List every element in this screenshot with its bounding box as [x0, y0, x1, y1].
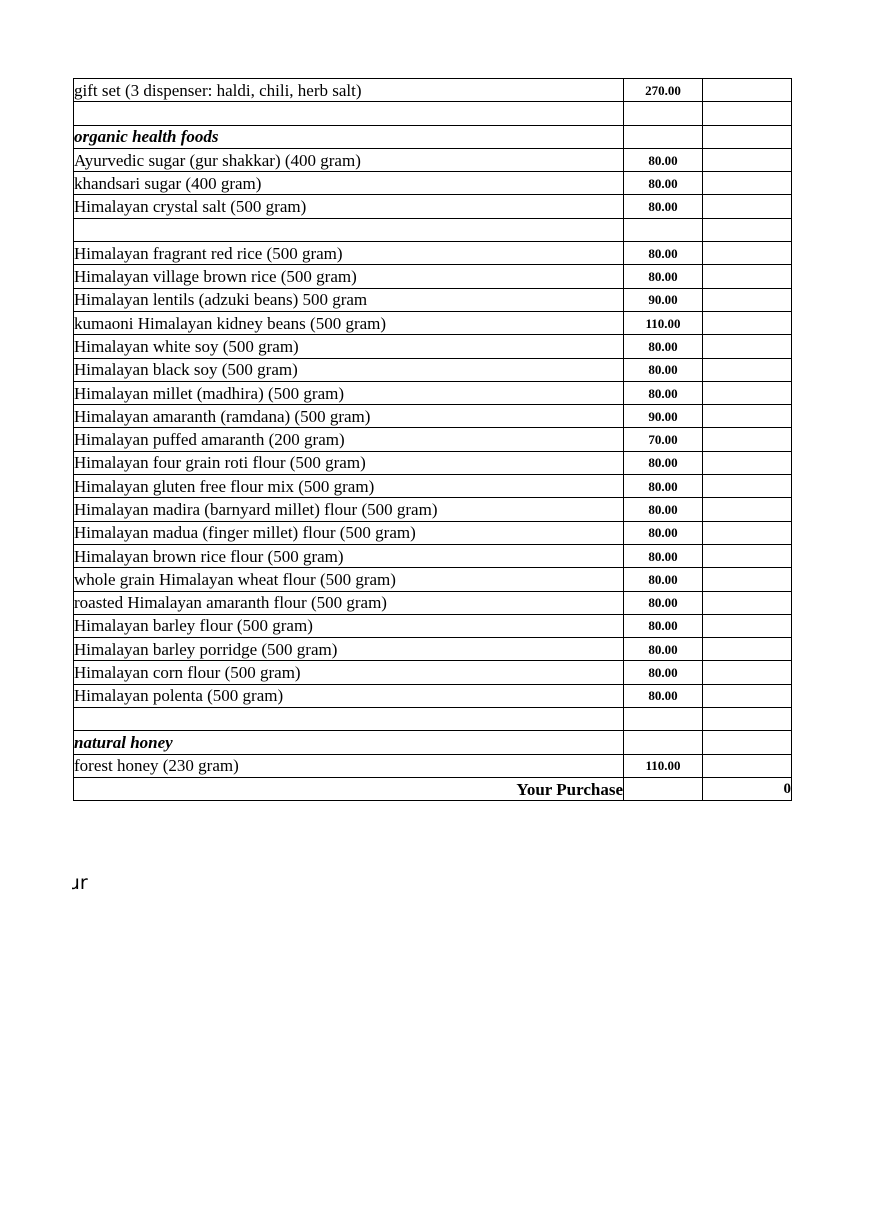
- item-name: Himalayan madua (finger millet) flour (500 gram): [74, 521, 624, 544]
- quantity-cell[interactable]: [703, 568, 792, 591]
- item-name: Himalayan crystal salt (500 gram): [74, 195, 624, 218]
- item-price: 80.00: [624, 451, 703, 474]
- item-price: 80.00: [624, 684, 703, 707]
- quantity-cell[interactable]: [703, 731, 792, 754]
- table-row: [74, 405, 792, 428]
- price-list-body: [74, 79, 792, 778]
- item-price: 110.00: [624, 311, 703, 334]
- quantity-cell[interactable]: [703, 754, 792, 777]
- page-text-fragment: ɹr: [72, 872, 88, 894]
- blank-cell: [74, 708, 624, 731]
- item-price: 80.00: [624, 498, 703, 521]
- blank-cell: [74, 102, 624, 125]
- item-name: Himalayan brown rice flour (500 gram): [74, 544, 624, 567]
- blank-row: [74, 102, 792, 125]
- item-name: Himalayan four grain roti flour (500 gram): [74, 451, 624, 474]
- total-price-cell: [624, 777, 703, 800]
- quantity-cell[interactable]: [703, 708, 792, 731]
- quantity-cell[interactable]: [703, 498, 792, 521]
- quantity-cell[interactable]: [703, 335, 792, 358]
- table-row: [74, 614, 792, 637]
- table-row: [74, 242, 792, 265]
- item-name: forest honey (230 gram): [74, 754, 624, 777]
- quantity-cell[interactable]: [703, 428, 792, 451]
- quantity-cell[interactable]: [703, 591, 792, 614]
- item-price: 80.00: [624, 661, 703, 684]
- quantity-cell[interactable]: [703, 195, 792, 218]
- item-name: Himalayan barley porridge (500 gram): [74, 638, 624, 661]
- table-row: [74, 521, 792, 544]
- item-name: Himalayan village brown rice (500 gram): [74, 265, 624, 288]
- item-price: 80.00: [624, 358, 703, 381]
- table-row: [74, 428, 792, 451]
- table-row: [74, 544, 792, 567]
- item-price: 90.00: [624, 405, 703, 428]
- total-value: 0: [703, 777, 792, 800]
- quantity-cell[interactable]: [703, 311, 792, 334]
- quantity-cell[interactable]: [703, 381, 792, 404]
- section-heading: organic health foods: [74, 125, 624, 148]
- quantity-cell[interactable]: [703, 684, 792, 707]
- total-row: [74, 777, 792, 800]
- item-price: 80.00: [624, 521, 703, 544]
- section-row: [74, 125, 792, 148]
- item-name: Himalayan lentils (adzuki beans) 500 gram: [74, 288, 624, 311]
- item-price: 80.00: [624, 568, 703, 591]
- blank-price-cell: [624, 102, 703, 125]
- blank-cell: [74, 218, 624, 241]
- item-price: 90.00: [624, 288, 703, 311]
- item-price: 80.00: [624, 614, 703, 637]
- item-price: 80.00: [624, 638, 703, 661]
- table-row: [74, 311, 792, 334]
- item-name: Himalayan millet (madhira) (500 gram): [74, 381, 624, 404]
- section-price-cell: [624, 731, 703, 754]
- blank-row: [74, 218, 792, 241]
- blank-row: [74, 708, 792, 731]
- quantity-cell[interactable]: [703, 638, 792, 661]
- section-price-cell: [624, 125, 703, 148]
- quantity-cell[interactable]: [703, 614, 792, 637]
- table-row: [74, 79, 792, 102]
- item-name: Himalayan puffed amaranth (200 gram): [74, 428, 624, 451]
- quantity-cell[interactable]: [703, 125, 792, 148]
- item-price: 80.00: [624, 265, 703, 288]
- item-price: 80.00: [624, 591, 703, 614]
- table-row: [74, 591, 792, 614]
- quantity-cell[interactable]: [703, 544, 792, 567]
- quantity-cell[interactable]: [703, 218, 792, 241]
- item-price: 80.00: [624, 242, 703, 265]
- quantity-cell[interactable]: [703, 79, 792, 102]
- item-name: Himalayan polenta (500 gram): [74, 684, 624, 707]
- item-price: 80.00: [624, 544, 703, 567]
- quantity-cell[interactable]: [703, 265, 792, 288]
- item-name: Himalayan barley flour (500 gram): [74, 614, 624, 637]
- item-name: Ayurvedic sugar (gur shakkar) (400 gram): [74, 148, 624, 171]
- table-row: [74, 148, 792, 171]
- table-row: [74, 172, 792, 195]
- item-name: roasted Himalayan amaranth flour (500 gram): [74, 591, 624, 614]
- table-row: [74, 754, 792, 777]
- section-heading: natural honey: [74, 731, 624, 754]
- quantity-cell[interactable]: [703, 405, 792, 428]
- price-list-table: [73, 78, 792, 801]
- section-row: [74, 731, 792, 754]
- table-row: [74, 381, 792, 404]
- quantity-cell[interactable]: [703, 521, 792, 544]
- item-name: Himalayan gluten free flour mix (500 gram): [74, 475, 624, 498]
- quantity-cell[interactable]: [703, 358, 792, 381]
- table-row: [74, 358, 792, 381]
- blank-price-cell: [624, 218, 703, 241]
- item-name: Himalayan amaranth (ramdana) (500 gram): [74, 405, 624, 428]
- item-price: 70.00: [624, 428, 703, 451]
- total-label: Your Purchase: [74, 777, 624, 800]
- item-name: Himalayan madira (barnyard millet) flour (500 gram): [74, 498, 624, 521]
- quantity-cell[interactable]: [703, 451, 792, 474]
- item-name: Himalayan black soy (500 gram): [74, 358, 624, 381]
- item-price: 80.00: [624, 195, 703, 218]
- table-row: [74, 498, 792, 521]
- quantity-cell[interactable]: [703, 242, 792, 265]
- item-price: 110.00: [624, 754, 703, 777]
- item-name: Himalayan white soy (500 gram): [74, 335, 624, 358]
- quantity-cell[interactable]: [703, 148, 792, 171]
- quantity-cell[interactable]: [703, 288, 792, 311]
- item-price: 80.00: [624, 148, 703, 171]
- table-row: [74, 195, 792, 218]
- item-price: 270.00: [624, 79, 703, 102]
- item-name: Himalayan fragrant red rice (500 gram): [74, 242, 624, 265]
- table-row: [74, 661, 792, 684]
- quantity-cell[interactable]: [703, 172, 792, 195]
- table-row: [74, 568, 792, 591]
- item-name: khandsari sugar (400 gram): [74, 172, 624, 195]
- item-price: 80.00: [624, 172, 703, 195]
- table-row: [74, 638, 792, 661]
- item-name: whole grain Himalayan wheat flour (500 gram): [74, 568, 624, 591]
- table-row: [74, 335, 792, 358]
- item-price: 80.00: [624, 335, 703, 358]
- blank-price-cell: [624, 708, 703, 731]
- table-row: [74, 684, 792, 707]
- item-name: Himalayan corn flour (500 gram): [74, 661, 624, 684]
- table-row: [74, 265, 792, 288]
- item-price: 80.00: [624, 475, 703, 498]
- item-name: gift set (3 dispenser: haldi, chili, herb salt): [74, 79, 624, 102]
- table-row: [74, 451, 792, 474]
- item-price: 80.00: [624, 381, 703, 404]
- table-row: [74, 288, 792, 311]
- quantity-cell[interactable]: [703, 102, 792, 125]
- quantity-cell[interactable]: [703, 475, 792, 498]
- table-row: [74, 475, 792, 498]
- item-name: kumaoni Himalayan kidney beans (500 gram): [74, 311, 624, 334]
- quantity-cell[interactable]: [703, 661, 792, 684]
